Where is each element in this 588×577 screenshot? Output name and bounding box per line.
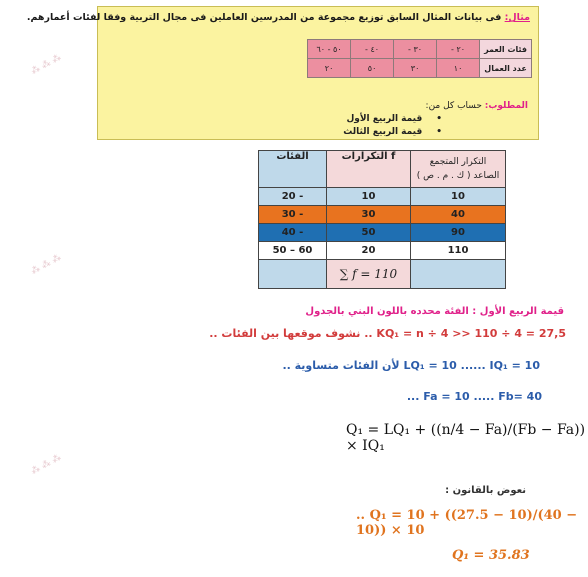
- cumulative-cell: 10: [411, 188, 506, 206]
- header-cumulative-line2: الصاعد ( ك . م . ص ): [416, 171, 500, 181]
- result-line: Q₁ = 35.83: [452, 548, 530, 563]
- class-cell: ٣٠ -: [394, 40, 437, 59]
- required-label: المطلوب:: [484, 101, 528, 111]
- sum-cell: ∑ f = 110: [327, 260, 411, 289]
- cumulative-cell: 90: [411, 224, 506, 242]
- count-cell: ٢٠: [308, 59, 351, 78]
- empty-cell: [259, 260, 327, 289]
- list-item: • قيمة الربيع الأول: [343, 113, 442, 126]
- header-classes: الفئات: [259, 151, 327, 188]
- cumulative-cell: 40: [411, 206, 506, 224]
- watermark: ⁂ ⁂ ⁂: [29, 452, 64, 478]
- row-label-counts: عدد العمال: [480, 59, 532, 78]
- class-cell: 20 -: [259, 188, 327, 206]
- example-label: مثال:: [504, 12, 530, 23]
- frequency-cell: 10: [327, 188, 411, 206]
- quartile-formula: Q₁ = LQ₁ + ((n/4 − Fa)/(Fb − Fa)) × IQ₁: [346, 422, 586, 454]
- header-cumulative-line1: التكرار المتجمع: [429, 157, 487, 167]
- required-line: [426, 101, 528, 111]
- class-cell: 50 – 60: [259, 242, 327, 260]
- example-text: فى بيانات المثال السابق توزيع مجموعة من المدرسين العاملين فى مجال التربية وفقا لفئات أعمارهم.: [26, 12, 502, 23]
- q1-frequencies-line: Fa = 10 ..... Fb= 40 ...: [406, 390, 542, 403]
- cumulative-cell: 110: [411, 242, 506, 260]
- count-cell: ٣٠: [394, 59, 437, 78]
- table-row: [308, 59, 532, 78]
- count-cell: ١٠: [437, 59, 480, 78]
- watermark: ⁂ ⁂ ⁂: [29, 252, 64, 278]
- frequency-table: [258, 150, 506, 289]
- example-box: [26, 6, 539, 140]
- list-item: • قيمة الربيع الثالث: [343, 126, 442, 139]
- watermark: ⁂ ⁂ ⁂: [29, 52, 64, 78]
- q1-position-line: 27,5 = 4 ÷ 110 << KQ₁ = n ÷ 4 .. نشوف موقعها بين الفئات ..: [209, 327, 566, 340]
- required-text: حساب كل من:: [425, 101, 482, 111]
- row-label-classes: فئات العمر: [480, 40, 532, 59]
- q1-interval-line: LQ₁ = 10 ...... IQ₁ = 10 لأن الفئات متساوية ..: [282, 359, 540, 372]
- frequency-cell: 50: [327, 224, 411, 242]
- required-list: [343, 113, 442, 139]
- q1-title-line: قيمة الربيع الأول : الفئة محدده باللون البني بالجدول: [305, 306, 564, 317]
- frequency-cell: 30: [327, 206, 411, 224]
- table-header-row: [259, 151, 506, 188]
- frequency-cell: 20: [327, 242, 411, 260]
- example-table: [307, 39, 532, 78]
- table-row: [259, 188, 506, 206]
- count-cell: ٥٠: [351, 59, 394, 78]
- table-row: [259, 242, 506, 260]
- class-cell: 40 -: [259, 224, 327, 242]
- header-cumulative: [411, 151, 506, 188]
- empty-cell: [411, 260, 506, 289]
- class-cell: ٥٠ - ٦٠: [308, 40, 351, 59]
- class-cell: ٤٠ -: [351, 40, 394, 59]
- substitution-line: .. Q₁ = 10 + ((27.5 − 10)/(40 − 10)) × 10: [356, 508, 578, 538]
- table-row: [259, 224, 506, 242]
- table-row: [259, 206, 506, 224]
- class-cell: ٢٠ -: [437, 40, 480, 59]
- class-cell: 30 -: [259, 206, 327, 224]
- example-title: [27, 12, 530, 23]
- table-sum-row: [259, 260, 506, 289]
- substitute-label: نعوض بالقانون :: [445, 485, 526, 496]
- header-frequencies: التكرارات f: [327, 151, 411, 188]
- table-row: [308, 40, 532, 59]
